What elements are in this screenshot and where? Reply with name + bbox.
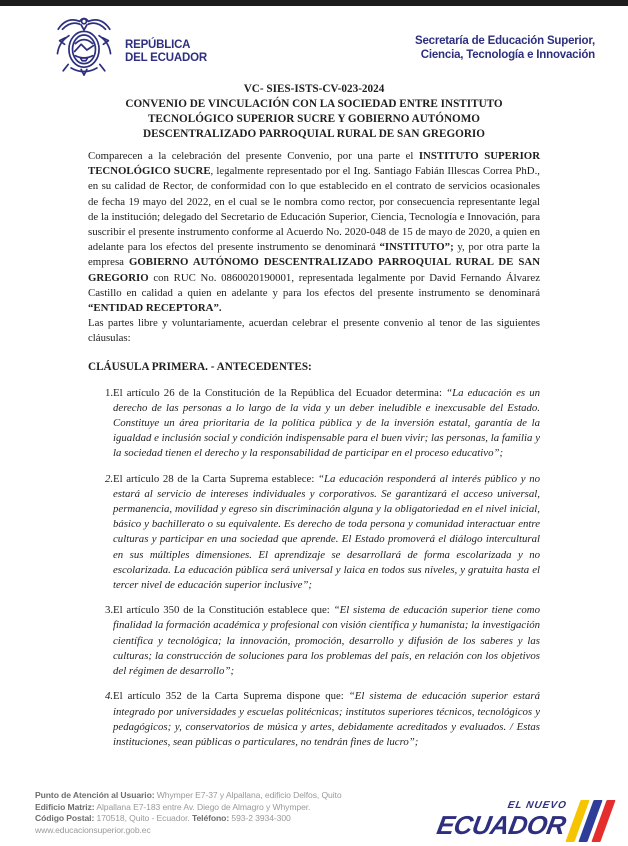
contact-info [35,790,342,836]
republic-brand [48,12,207,78]
flag-stripes-icon [565,800,615,842]
document-title-line3: DESCENTRALIZADO PARROQUIAL RURAL DE SAN GREGORIO [143,128,485,140]
contact-line-attention: Punto de Atención al Usuario: Whymper E7-37 y Alpallana, edificio Delfos, Quito [35,790,342,800]
secretaria-line1: Secretaría de Educación Superior, [414,35,595,47]
list-marker: 4. [105,690,114,703]
list-item-text: El artículo 28 de la Carta Suprema establece: “La educación responderá al interés público y no estará al servicio de intereses individuales y corporativos. Se garantizará el acceso universal, permanencia, movilidad y egreso sin discriminación alguna y la obligatoriedad en el nivel inicial, básico y bachillerato o su equivalente. Es derecho de toda persona y comunidad interactuar entre culturas y participar en una sociedad que aprende. El Estado promoverá el diálogo intercultural en sus múltiples dimensiones. El aprendizaje se desarrollará de forma escolarizada y no escolarizada. La educación pública será universal y laica en todos sus niveles, y gratuita hasta el tercer nivel de educación superior inclusive”; [113,472,540,592]
intro-paragraph: Comparecen a la celebración del presente Convenio, por una parte el INSTITUTO SUPERIOR TECNOLÓGICO SUCRE, legalmente representado por el Ing. Santiago Fabián Illescas Correa PhD., en su calidad de Rector, de conformidad con lo que establecido en el contrato de servicios ocasionales de fecha 19 mayo del 2022, en el cual se le nombra como rector, por consecuencia representante legal de la institución; delegado del Secretario de Educación Superior, Ciencia, Tecnología e Innovación, para suscribir el presente instrumento conforme al Acuerdo No. 2020-048 de 15 de mayo de 2020, a quien en adelante para los efectos del presente instrumento se denominará “INSTITUTO”; y, por otra parte la empresa GOBIERNO AUTÓNOMO DESCENTRALIZADO PARROQUIAL RURAL DE SAN GREGORIO con RUC No. 0860020190001, representada legalmente por David Fernando Álvarez Castillo en calidad a quien en adelante y para los efectos del presente instrumento se denominará “ENTIDAD RECEPTORA”. [88,150,540,315]
antecedentes-list [88,386,540,750]
republic-name-line1: REPÚBLICA [125,39,191,51]
logo-main-text: ECUADOR [434,810,568,840]
list-item-3 [88,603,540,679]
secretaria-title [415,34,595,62]
contact-line-matriz: Edificio Matriz: Alpallana E7-183 entre Av. Diego de Almagro y Whymper. [35,801,311,812]
list-item-text: El artículo 350 de la Constitución establece que: “El sistema de educación superior tiene como finalidad la formación académica y profesional con visión científica y humanista; la investigación científica y tecnológica; la innovación, promoción, desarrollo y difusión de los saberes y las culturas; la construcción de soluciones para los problemas del país, en relación con los objetivos del régimen de desarrollo”; [113,604,540,678]
list-item-4 [88,689,540,750]
logo-tagline: EL NUEVO [506,800,568,811]
secretaria-line2: Ciencia, Tecnología e Innovación [420,49,595,61]
el-nuevo-ecuador-wordmark [434,800,569,842]
list-item-text: El artículo 352 de la Carta Suprema dispone que: “El sistema de educación superior estará integrado por universidades y escuelas politécnicas; institutos superiores técnicos, tecnológicos y pedagógicos; y, conservatorios de música y artes, debidamente acreditados y evaluados. / Estas instituciones, sean públicas o particulares, no tendrán fines de lucro”; [113,690,540,748]
document-title-line2: TECNOLÓGICO SUPERIOR SUCRE Y GOBIERNO AUTÓNOMO [147,113,481,125]
website-url: www.educacionsuperior.gob.ec [35,824,151,835]
el-nuevo-ecuador-logo [434,800,608,842]
contact-line-postal-phone: Código Postal: 170518, Quito - Ecuador. Teléfono: 593-2 3934-300 [35,813,291,823]
republic-name-line2: DEL ECUADOR [125,52,207,64]
document-title-line1: CONVENIO DE VINCULACIÓN CON LA SOCIEDAD ENTRE INSTITUTO [125,98,503,110]
list-marker: 1. [105,386,114,399]
page-footer [35,790,612,842]
letterhead [0,6,628,80]
list-marker: 2. [105,472,114,485]
document-body [88,82,540,760]
clause-heading: CLÁUSULA PRIMERA. - ANTECEDENTES: [88,360,312,373]
list-item-text: El artículo 26 de la Constitución de la República del Ecuador determina: “La educación es un derecho de las personas a lo largo de la vida y un deber ineludible e inexcusable del Estado. Constituye un área prioritaria de la política pública y de la inversión estatal, garantía de la igualdad e inclusión social y condición indispensable para el buen vivir; las personas, la familia y la sociedad tienen el derecho y la responsabilidad de participar en el proceso educativo”; [113,386,540,460]
ecuador-coat-of-arms-icon [48,12,120,78]
list-item-1 [88,386,540,462]
list-item-2 [88,472,540,594]
document-code: VC- SIES-ISTS-CV-023-2024 [243,83,385,95]
republic-name [125,39,207,65]
list-marker: 3. [105,604,114,617]
agreement-paragraph: Las partes libre y voluntariamente, acuerdan celebrar el presente convenio al tenor de las siguientes cláusulas: [88,317,540,345]
